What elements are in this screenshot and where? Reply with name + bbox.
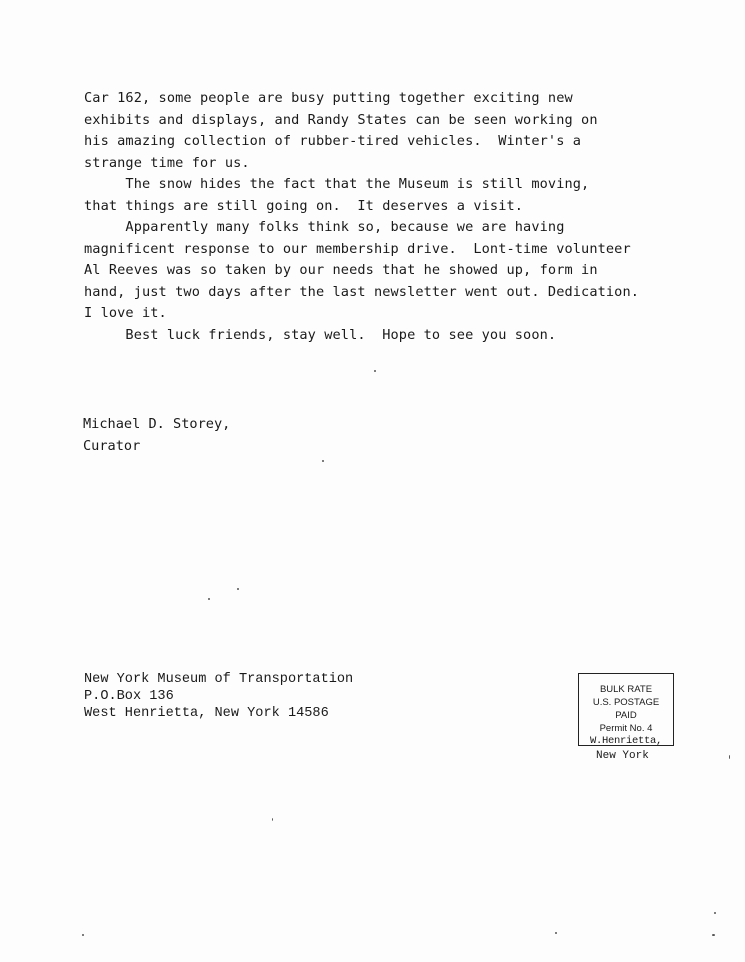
scan-speck — [237, 588, 239, 590]
scan-speck — [712, 934, 715, 936]
letter-line: magnificent response to our membership drive. Lont-time volunteer — [84, 240, 631, 257]
scan-speck — [374, 370, 376, 372]
letter-line: Best luck friends, stay well. Hope to see you soon. — [84, 326, 557, 343]
indicia-state: New York — [596, 750, 649, 762]
letter-line: his amazing collection of rubber-tired vehicles. Winter's a — [84, 133, 582, 149]
letter-line: strange time for us. — [84, 154, 250, 171]
scan-speck — [322, 460, 324, 462]
indicia-paid: PAID — [615, 710, 637, 721]
letter-line: Al Reeves was so taken by our needs that he showed up, form in — [84, 262, 598, 278]
address-line-organization: New York Museum of Transportation — [84, 672, 354, 687]
signer-name: Michael D. Storey, — [83, 416, 231, 432]
indicia-town: W.Henrietta, — [589, 735, 662, 747]
return-address — [84, 671, 353, 722]
letter-line: The snow hides the fact that the Museum is still moving, — [84, 176, 590, 192]
indicia-postage: U.S. POSTAGE — [592, 697, 660, 708]
scan-speck — [555, 932, 557, 934]
letter-line: Car 162, some people are busy putting together exciting new — [84, 90, 573, 106]
indicia-bulk-rate: BULK RATE — [599, 684, 653, 695]
letter-line: Apparently many folks think so, because we are having — [84, 219, 565, 235]
postage-indicia — [578, 673, 674, 746]
address-line-city: West Henrietta, New York 14586 — [84, 706, 329, 721]
letter-line: that things are still going on. It deserves a visit. — [84, 197, 524, 214]
letter-line: exhibits and displays, and Randy States can be seen working on — [84, 111, 598, 128]
address-line-po-box: P.O.Box 136 — [84, 689, 174, 704]
letter-line: hand, just two days after the last newsletter went out. Dedication. — [84, 283, 640, 300]
letter-body — [84, 88, 684, 346]
scan-speck — [82, 934, 84, 936]
signer-title: Curator — [83, 437, 141, 454]
scan-speck — [272, 818, 273, 821]
letter-line: I love it. — [84, 305, 167, 321]
signature-block — [83, 414, 230, 457]
scan-speck — [714, 912, 716, 914]
scan-speck — [729, 755, 730, 759]
indicia-permit: Permit No. 4 — [599, 723, 653, 734]
scan-speck — [208, 598, 210, 600]
